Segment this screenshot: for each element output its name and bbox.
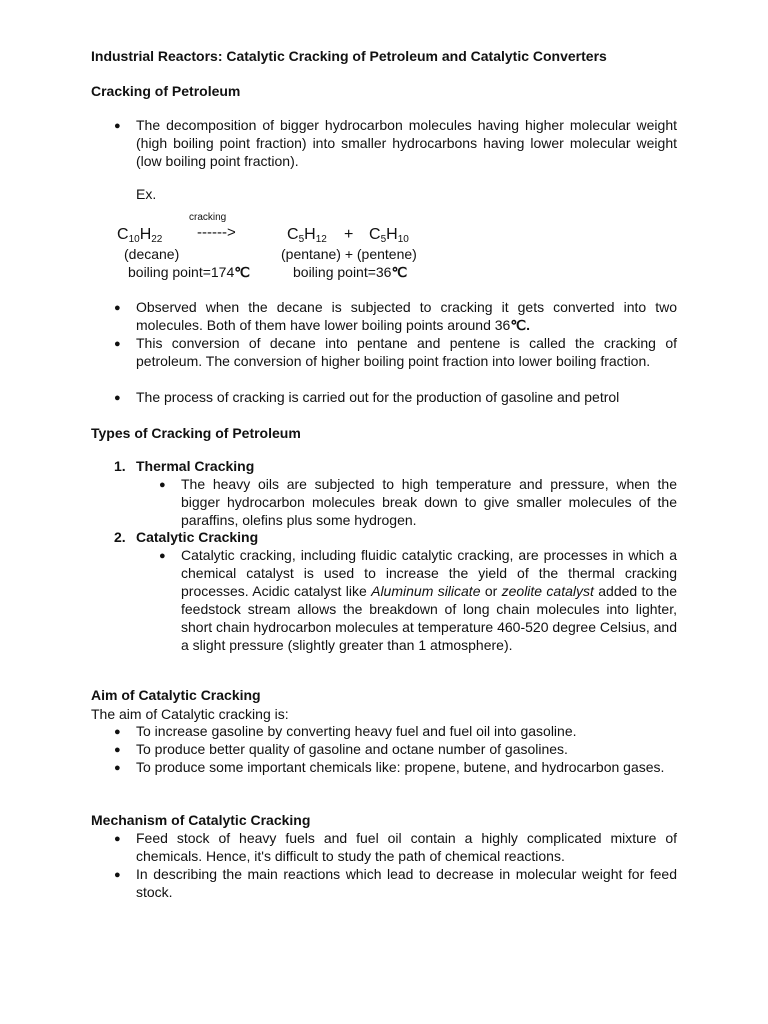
reactant-formula: C10H22 xyxy=(117,226,163,245)
products-name: (pentane) + (pentene) xyxy=(281,246,417,262)
product1-formula: C5H12 xyxy=(287,226,327,245)
list-item: Observed when the decane is subjected to cracking it gets converted into two molecules. Both of them have lower boiling points around 36℃. xyxy=(136,299,677,333)
thermal-cracking-title: Thermal Cracking xyxy=(136,458,255,474)
list-item: This conversion of decane into pentane and pentene is called the cracking of petroleum. The conversion of higher boiling point fraction into lower boiling fraction. xyxy=(136,335,677,369)
thermal-cracking-text: The heavy oils are subjected to high temperature and pressure, when the bigger hydrocarbon molecules break down to give smaller molecules of the paraffins, olefins plus some hydrogen. xyxy=(181,476,677,528)
bullet-marker: ● xyxy=(114,833,121,845)
list-item: To produce better quality of gasoline and octane number of gasolines. xyxy=(136,741,568,757)
aim-intro: The aim of Catalytic cracking is: xyxy=(91,706,289,722)
bullet-marker: ● xyxy=(114,392,121,404)
products-boiling-point: boiling point=36℃ xyxy=(293,264,408,280)
list-item: In describing the main reactions which lead to decrease in molecular weight for feed stock. xyxy=(136,866,677,900)
section-heading-aim: Aim of Catalytic Cracking xyxy=(91,687,261,703)
list-item: To increase gasoline by converting heavy fuel and fuel oil into gasoline. xyxy=(136,723,577,739)
list-item: The process of cracking is carried out for the production of gasoline and petrol xyxy=(136,389,620,405)
document-title: Industrial Reactors: Catalytic Cracking of Petroleum and Catalytic Converters xyxy=(91,48,607,64)
catalytic-cracking-text: Catalytic cracking, including fluidic catalytic cracking, are processes in which a chemical catalyst is used to increase the yield of the thermal cracking processes. Acidic catalyst like Aluminum silicate or zeolite catalyst added to the feedstock stream allows the breakdown of long chain molecules into lighter, short chain hydrocarbon molecules at temperature 460-520 degree Celsius, and a slight pressure (slightly greater than 1 atmosphere). xyxy=(181,547,677,653)
intro-paragraph: The decomposition of bigger hydrocarbon molecules having higher molecular weight (high boiling point fraction) into smaller hydrocarbons having lower molecular weight (low boiling point fraction). xyxy=(136,117,677,169)
sub-bullet-marker: ● xyxy=(159,550,166,562)
bullet-marker: ● xyxy=(114,726,121,738)
bullet-marker: ● xyxy=(114,762,121,774)
reactant-boiling-point: boiling point=174℃ xyxy=(128,264,250,280)
section-heading-mechanism: Mechanism of Catalytic Cracking xyxy=(91,812,311,828)
plus-sign: + xyxy=(344,226,354,243)
item-number: 2. xyxy=(114,529,126,545)
bullet-marker: ● xyxy=(114,120,121,132)
list-item: To produce some important chemicals like: propene, butene, and hydrocarbon gases. xyxy=(136,759,665,775)
reactant-name: (decane) xyxy=(124,246,180,262)
reaction-arrow: ------> xyxy=(197,224,236,241)
section-heading-cracking: Cracking of Petroleum xyxy=(91,83,241,99)
list-item: Feed stock of heavy fuels and fuel oil contain a highly complicated mixture of chemicals. Hence, it's difficult to study the path of chemical reactions. xyxy=(136,830,677,864)
bullet-marker: ● xyxy=(114,302,121,314)
bullet-marker: ● xyxy=(114,744,121,756)
section-heading-types: Types of Cracking of Petroleum xyxy=(91,425,301,441)
arrow-label: cracking xyxy=(189,212,227,223)
item-number: 1. xyxy=(114,458,126,474)
example-label: Ex. xyxy=(136,186,157,202)
catalytic-cracking-title: Catalytic Cracking xyxy=(136,529,259,545)
bullet-marker: ● xyxy=(114,338,121,350)
bullet-marker: ● xyxy=(114,869,121,881)
product2-formula: C5H10 xyxy=(369,226,409,245)
sub-bullet-marker: ● xyxy=(159,479,166,491)
